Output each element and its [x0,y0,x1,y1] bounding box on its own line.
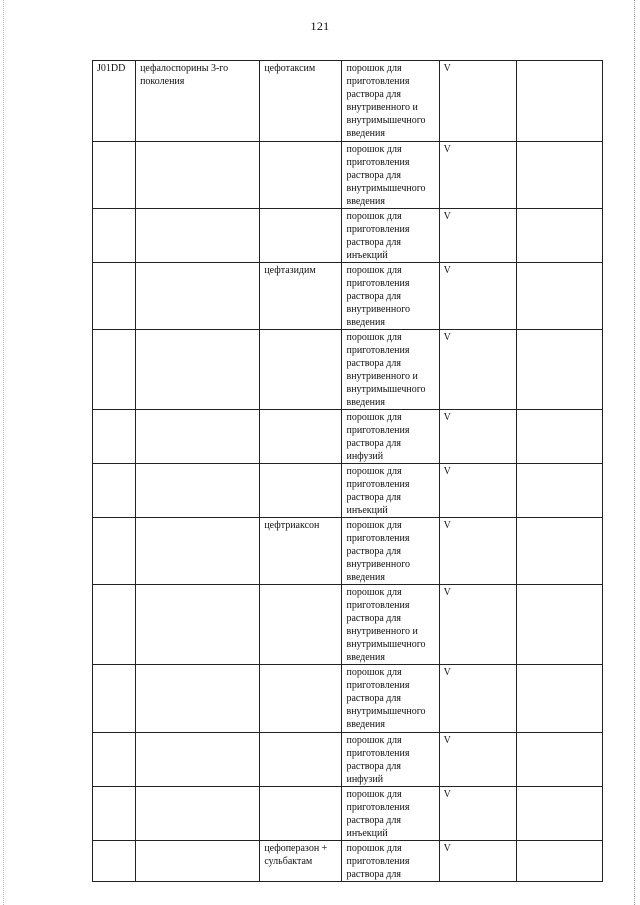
drug-name-cell [260,464,342,518]
empty-cell [516,410,602,464]
table-row [93,787,603,841]
vital-mark-cell: V [439,841,516,882]
table-row [93,733,603,787]
dosage-form-cell: порошок для приготовления раствора для инъекций [342,209,439,263]
empty-cell [516,263,602,330]
table-row [93,518,603,585]
vital-mark-cell: V [439,585,516,665]
drug-name-cell [260,330,342,410]
drug-name-cell: цефотаксим [260,61,342,142]
empty-cell [516,665,602,733]
dosage-form-cell: порошок для приготовления раствора для инфузий [342,733,439,787]
dosage-form-cell: порошок для приготовления раствора для внутримышечного введения [342,142,439,209]
empty-cell [516,209,602,263]
atc-code-cell [93,410,136,464]
drug-group-cell [136,142,260,209]
atc-code-cell [93,518,136,585]
drug-group-cell [136,263,260,330]
atc-code-cell [93,142,136,209]
drug-group-cell: цефалоспорины 3-го поколения [136,61,260,142]
table-row [93,464,603,518]
empty-cell [516,585,602,665]
drug-group-cell [136,209,260,263]
drug-table-body [93,61,603,882]
atc-code-cell [93,787,136,841]
table-row [93,585,603,665]
atc-code-cell: J01DD [93,61,136,142]
atc-code-cell [93,585,136,665]
table-row [93,665,603,733]
drug-name-cell [260,585,342,665]
vital-mark-cell: V [439,61,516,142]
empty-cell [516,142,602,209]
drug-name-cell [260,142,342,209]
drug-group-cell [136,733,260,787]
drug-group-cell [136,841,260,882]
scan-edge-right [634,0,636,905]
drug-group-cell [136,787,260,841]
drug-name-cell: цефоперазон + сульбактам [260,841,342,882]
vital-mark-cell: V [439,209,516,263]
drug-table [92,60,603,882]
dosage-form-cell: порошок для приготовления раствора для внутривенного введения [342,518,439,585]
page-number: 121 [310,19,330,33]
vital-mark-cell: V [439,787,516,841]
drug-group-cell [136,330,260,410]
vital-mark-cell: V [439,518,516,585]
drug-name-cell [260,787,342,841]
drug-name-cell [260,733,342,787]
drug-group-cell [136,518,260,585]
drug-name-cell [260,665,342,733]
table-row [93,61,603,142]
atc-code-cell [93,464,136,518]
drug-group-cell [136,464,260,518]
drug-name-cell: цефтазидим [260,263,342,330]
atc-code-cell [93,209,136,263]
vital-mark-cell: V [439,464,516,518]
dosage-form-cell: порошок для приготовления раствора для инъекций [342,464,439,518]
drug-name-cell [260,410,342,464]
atc-code-cell [93,733,136,787]
empty-cell [516,518,602,585]
empty-cell [516,733,602,787]
dosage-form-cell: порошок для приготовления раствора для внутривенного и внутримышечного введения [342,585,439,665]
table-row [93,841,603,882]
dosage-form-cell: порошок для приготовления раствора для [342,841,439,882]
empty-cell [516,330,602,410]
drug-group-cell [136,410,260,464]
table-row [93,142,603,209]
vital-mark-cell: V [439,665,516,733]
drug-name-cell [260,209,342,263]
atc-code-cell [93,841,136,882]
atc-code-cell [93,263,136,330]
empty-cell [516,61,602,142]
vital-mark-cell: V [439,733,516,787]
table-row [93,263,603,330]
drug-group-cell [136,585,260,665]
dosage-form-cell: порошок для приготовления раствора для инъекций [342,787,439,841]
empty-cell [516,841,602,882]
vital-mark-cell: V [439,263,516,330]
table-row [93,209,603,263]
vital-mark-cell: V [439,142,516,209]
dosage-form-cell: порошок для приготовления раствора для внутримышечного введения [342,665,439,733]
dosage-form-cell: порошок для приготовления раствора для внутривенного введения [342,263,439,330]
drug-group-cell [136,665,260,733]
dosage-form-cell: порошок для приготовления раствора для внутривенного и внутримышечного введения [342,61,439,142]
vital-mark-cell: V [439,330,516,410]
table-row [93,330,603,410]
empty-cell [516,787,602,841]
empty-cell [516,464,602,518]
vital-mark-cell: V [439,410,516,464]
table-row [93,410,603,464]
drug-name-cell: цефтриаксон [260,518,342,585]
dosage-form-cell: порошок для приготовления раствора для инфузий [342,410,439,464]
dosage-form-cell: порошок для приготовления раствора для внутривенного и внутримышечного введения [342,330,439,410]
scan-edge-left [3,0,5,905]
atc-code-cell [93,665,136,733]
atc-code-cell [93,330,136,410]
